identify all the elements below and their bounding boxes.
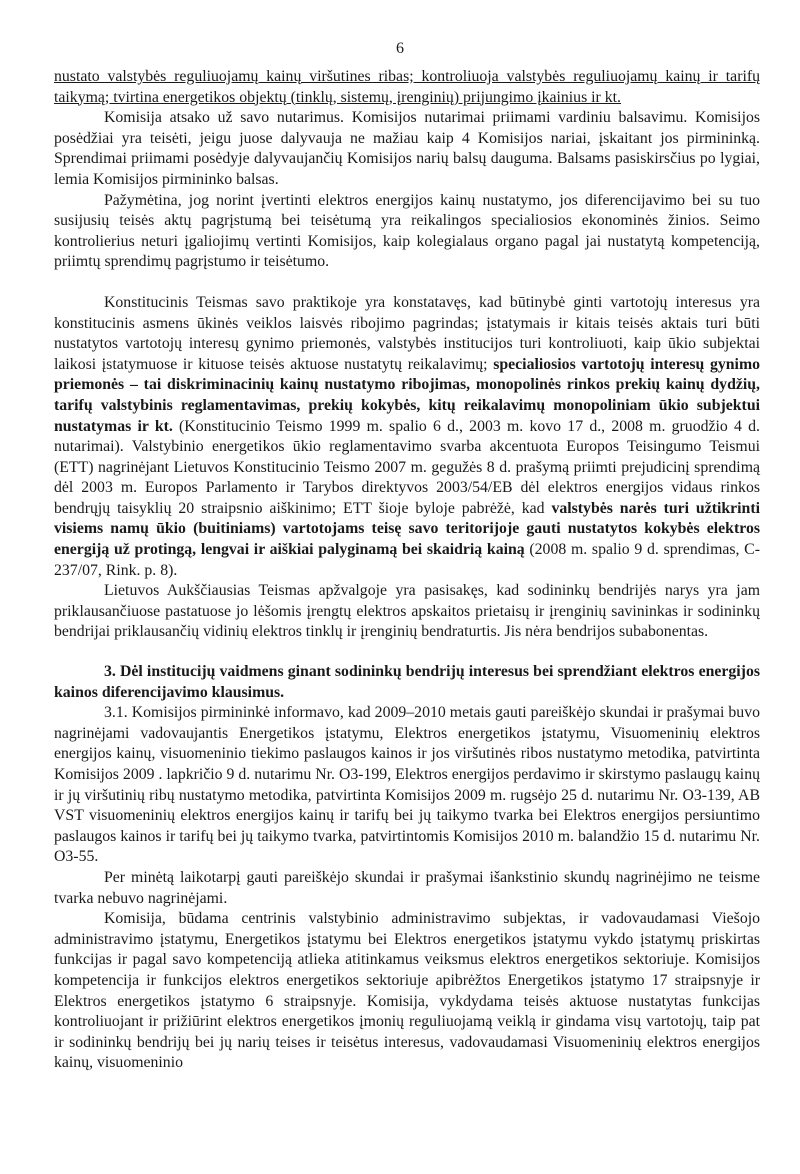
paragraph-3-1: 3.1. Komisijos pirmininkė informavo, kad 2009–2010 metais gauti pareiškėjo skundai ir prašymai buvo nagrinėjami vadovaujantis Energetikos įstatymu, Elektros energetikos įstatymu, Visuomeninių elektros energijos kainų, visuomeninio tiekimo paslaugos kainos ir jos viršutinės ribos nustatymo metodika, patvirtinta Komisijos 2009 . lapkričio 9 d. nutarimu Nr. O3-199, Elektros energijos perdavimo ir skirstymo paslaugų kainų ir jų viršutinių ribų nustatymo metodika, patvirtinta Komisijos 2009 m. rugsėjo 25 d. nutarimu Nr. O3-139, AB VST visuomeninių elektros energijos kainų ir tarifų bei jų taikymo tvarka bei Elektros energijos persiuntimo paslaugos kainos ir tarifų bei jų taikymo tvarka, patvirtintomis Komisijos 2010 m. balandžio 15 d. nutarimu Nr. O3-55. (54, 704, 760, 866)
paragraph-complaints: Per minėtą laikotarpį gauti pareiškėjo skundai ir prašymai išankstinio skundų nagrinėjimo ne teisme tvarka nebuvo nagrinėjami. (54, 868, 760, 907)
bold-span: specialiosios vartotojų interesų gynimo priemonės – tai diskriminacinių kainų nustatymo ribojimas, monopolinės rinkos prekių kainų dydžių, tarifų valstybinis reglamentavimas, prekių kokybės, kitų reikalavimų monopoliniam ūkio subjektui nustatymas ir kt. (54, 355, 760, 435)
paragraph-supreme-court: Lietuvos Aukščiausias Teismas apžvalgoje yra pasisakęs, kad sodininkų bendrijės narys yra jam priklausančiuose pastatuose jo lėšomis įrengtų elektros apskaitos prietaisų ir įrenginių savininkas ir sodininkų bendrijai priklausančių vidinių elektros tinklų ir įrenginių bendraturtis. Jis nėra bendrijos subabonentas. (54, 582, 760, 641)
paragraph-commission-functions: Komisija, būdama centrinis valstybinio administravimo subjektas, ir vadovaudamasi Viešojo administravimo įstatymu, Energetikos įstatymu bei Elektros energetikos įstatymu vykdo įstatymų priskirtas funkcijas ir pagal savo kompetenciją atlieka atitinkamus veiksmus elektros energetikos sektoriuje. Komisijos kompetencija ir funkcijos elektros energetikos sektoriuje apibrėžtos Energetikos įstatymo 17 straipsnyje ir Elektros energetikos įstatymo 6 straipsnyje. Komisija, vykdydama teisės aktuose nustatytas funkcijas kontroliuojant ir prižiūrint elektros energetikos įmonių reguliuojamą veiklą ir gindama visų vartotojų, taip pat ir sodininkų bendrijų bei jų narių teises ir teisėtus interesus, vadovaudamasi Visuomeninių elektros energijos kainų, visuomeninio (54, 910, 760, 1072)
paragraph-constitutional-court (54, 293, 760, 581)
text-span: (2008 m. spalio 9 d. sprendimas, C-237/07, Rink. p. 8). (54, 541, 760, 579)
paragraph-continuation: nustato valstybės reguliuojamų kainų viršutines ribas; kontroliuoja valstybės reguliuojamų kainų ir tarifų taikymą; tvirtina energetikos objektų (tinklų, sistemų, įrenginių) prijungimo įkainius ir kt. (54, 68, 760, 106)
document-body (54, 67, 760, 1074)
paragraph-special-knowledge: Pažymėtina, jog norint įvertinti elektros energijos kainų nustatymo, jos diferencijavimo bei su tuo susijusių teisės aktų pagrįstumą bei teisėtumą yra reikalingos specialiosios ekonominės žinios. Seimo kontrolierius neturi įgaliojimų vertinti Komisijos, kaip kolegialaus organo pagal jai nustatytą kompetenciją, priimtų sprendimų pagrįstumo ir teisėtumo. (54, 191, 760, 271)
section-heading (54, 662, 760, 703)
section-heading-text: 3. Dėl institucijų vaidmens ginant sodininkų bendrijų interesus bei sprendžiant elektros energijos kainos diferencijavimo klausimus. (54, 663, 760, 701)
text-span: Konstitucinis Teismas savo praktikoje yra konstatavęs, kad būtinybė ginti vartotojų interesus yra konstitucinis asmens ūkinės veiklos laisvės ribojimo pagrindas; įstatymais ir kitais teisės aktais turi būti nustatytos vartotojų interesų gynimo priemonės, valstybės institucijos turi kontroliuoti, kaip ūkio subjektai laikosi įstatymuose ir kituose teisės aktuose nustatytų reikalavimų; (54, 293, 760, 373)
paragraph-commission-responsibility: Komisija atsako už savo nutarimus. Komisijos nutarimai priimami vardiniu balsavimu. Komisijos posėdžiai yra teisėti, jeigu juose dalyvauja ne mažiau kaip 4 Komisijos nariai, įskaitant jos pirmininką. Sprendimai priimami posėdyje dalyvaujančių Komisijos narių balsų dauguma. Balsams pasiskirsčius po lygiai, lemia Komisijos pirmininko balsas. (54, 109, 760, 188)
bold-span: valstybės narės turi užtikrinti visiems namų ūkio (buitiniams) vartotojams teisę savo teritorijoje gauti nustatytos kokybės elektros energiją už protingą, lengvai ir aiškiai palyginamą bei skaidrią kainą (54, 499, 760, 559)
page-number: 6 (396, 40, 404, 57)
text-span: (Konstitucinio Teismo 1999 m. spalio 6 d., 2003 m. kovo 17 d., 2008 m. gruodžio 4 d. nutarimai). Valstybinio energetikos ūkio reglamentavimo svarba akcentuota Europos Teisingumo Teismui (ETT) nagrinėjant Lietuvos Konstitucinio Teismo 2007 m. gegužės 8 d. prašymą priimti prejudicinį sprendimą dėl 2003 m. Europos Parlamento ir Tarybos direktyvos 2003/54/EB dėl elektros energijos vidaus rinkos bendrųjų taisyklių 20 straipsnio aiškinimo; ETT šioje byloje pabrėžė, kad (54, 417, 760, 517)
